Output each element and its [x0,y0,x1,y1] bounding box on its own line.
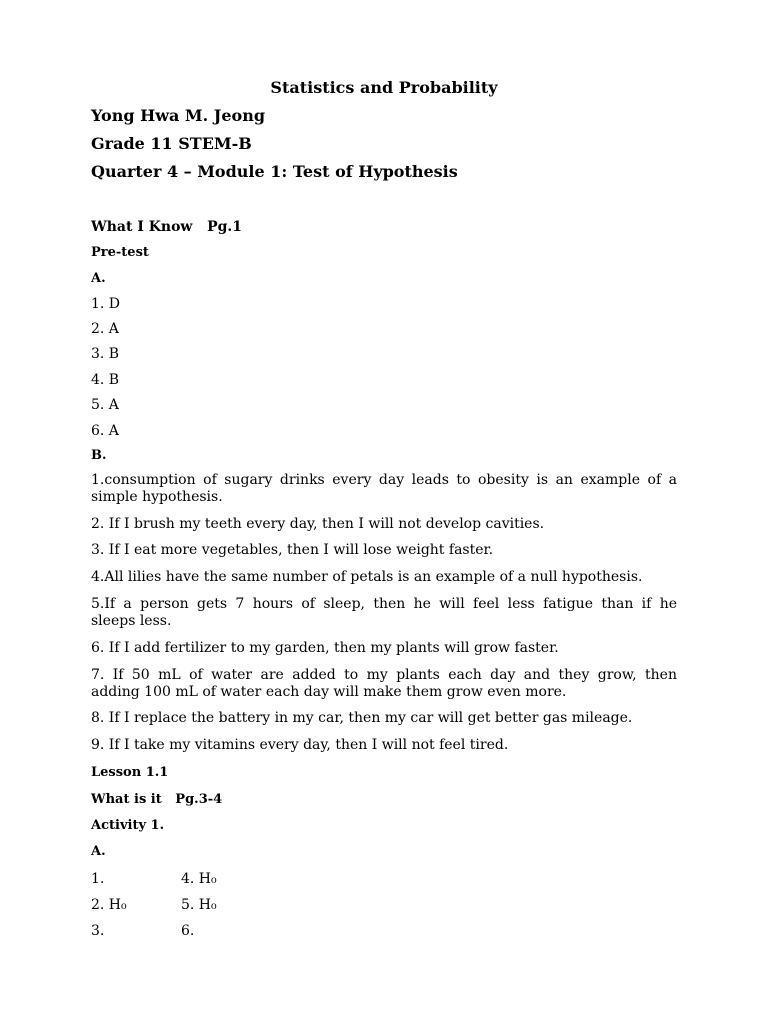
hypothesis-item [91,472,677,506]
activity-answer: 3. [91,923,105,939]
hypothesis-line: 4.All lilies have the same number of petals is an example of a null hypothesis. [91,569,643,585]
hypothesis-line: simple hypothesis. [91,489,223,505]
hypothesis-line: 3. If I eat more vegetables, then I will lose weight faster. [91,542,494,558]
hypothesis-item [91,542,677,559]
activity-answer-row [91,921,391,941]
answer-item: 6. A [91,423,119,439]
section-heading-what-is-it: What is it Pg.3-4 [91,792,223,807]
student-name: Yong Hwa M. Jeong [91,106,266,125]
part-b-label: B. [91,448,107,463]
hypothesis-item [91,737,677,754]
part-a-label: A. [91,271,106,286]
hypothesis-item [91,596,677,630]
hypothesis-line: sleeps less. [91,613,172,629]
lesson-title: Lesson 1.1 [91,765,169,780]
activity-answer: 5. H₀ [181,897,217,913]
activity-label: Activity 1. [91,818,165,833]
activity-answer: 4. H₀ [181,871,217,887]
answer-item: 2. A [91,321,119,337]
answer-item: 5. A [91,397,119,413]
hypothesis-line: 2. If I brush my teeth every day, then I will not develop cavities. [91,516,545,532]
module-title: Quarter 4 – Module 1: Test of Hypothesis [91,162,458,181]
pretest-label: Pre-test [91,245,149,260]
hypothesis-line: 1.consumption of sugary drinks every day leads to obesity is an example of a [91,472,677,488]
hypothesis-line: 5.If a person gets 7 hours of sleep, then he will feel less fatigue than if he [91,596,677,612]
activity-answer: 6. [181,923,195,939]
section-heading-what-i-know: What I Know Pg.1 [91,219,243,235]
hypothesis-item [91,710,677,727]
hypothesis-item [91,667,677,701]
hypothesis-line: 9. If I take my vitamins every day, then I will not feel tired. [91,737,509,753]
activity-answer: 1. [91,871,105,887]
hypothesis-line: 7. If 50 mL of water are added to my plants each day and they grow, then [91,667,677,683]
hypothesis-item [91,516,677,533]
hypothesis-line: 6. If I add fertilizer to my garden, then my plants will grow faster. [91,640,559,656]
answer-item: 3. B [91,346,120,362]
document-title: Statistics and Probability [270,78,498,97]
activity-part-a-label: A. [91,844,106,859]
activity-answer: 2. H₀ [91,897,127,913]
hypothesis-line: adding 100 mL of water each day will make them grow even more. [91,684,567,700]
answer-item: 1. D [91,296,121,312]
activity-answer-row [91,869,391,889]
hypothesis-item [91,640,677,657]
answer-item: 4. B [91,372,120,388]
activity-answer-row [91,895,391,915]
hypothesis-line: 8. If I replace the battery in my car, then my car will get better gas mileage. [91,710,633,726]
grade-section: Grade 11 STEM-B [91,134,252,153]
hypothesis-item [91,569,677,586]
